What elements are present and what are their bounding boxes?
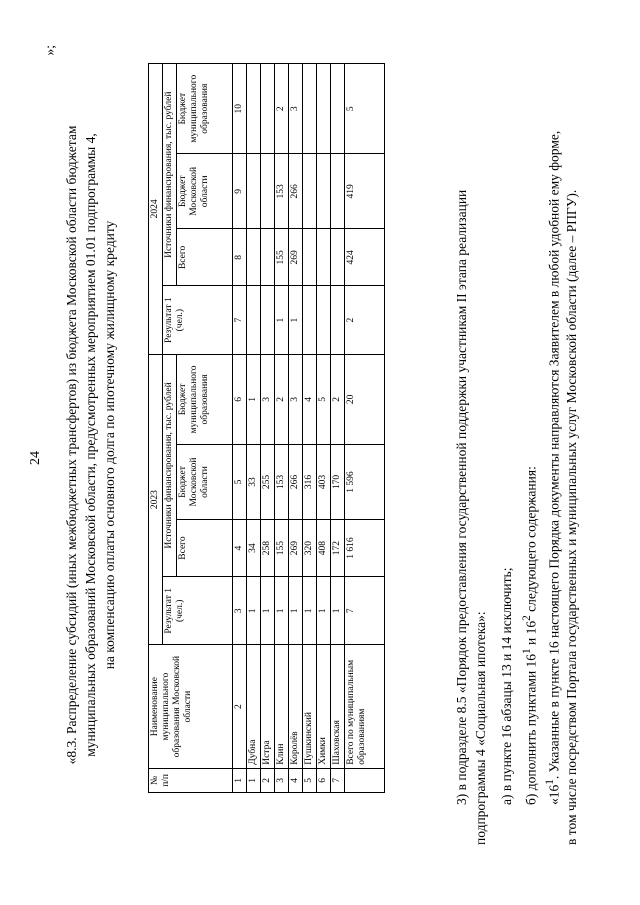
header-mun-budget-2024: Бюджет муниципального образования bbox=[177, 64, 233, 154]
total-2024 bbox=[247, 229, 261, 286]
col-number: 1 bbox=[233, 768, 247, 792]
header-mun-budget-2023: Бюджет муниципального образования bbox=[177, 354, 233, 444]
table-row bbox=[247, 64, 261, 793]
total-label: Всего по муниципальным образованиям bbox=[345, 645, 385, 768]
total-total-2023: 1 616 bbox=[345, 519, 385, 576]
total-2023: 34 bbox=[247, 519, 261, 576]
p16-text: . Указанные в пункте 16 настоящего Порядка документы направляются Заявителем в любой удобной ему форме, bbox=[546, 130, 562, 780]
municipality-name: Шаховская bbox=[331, 645, 345, 768]
row-number: 7 bbox=[331, 768, 345, 792]
superscript: 1 bbox=[521, 648, 533, 654]
municipality-name: Клин bbox=[275, 645, 289, 768]
result-2023: 1 bbox=[331, 577, 345, 645]
column-number-row bbox=[233, 64, 247, 793]
mun-budget-2024 bbox=[247, 64, 261, 154]
total-result-2024: 2 bbox=[345, 286, 385, 354]
total-total-2024: 424 bbox=[345, 229, 385, 286]
superscript: 2 bbox=[521, 615, 533, 621]
col-number: 4 bbox=[233, 519, 247, 576]
p16-text: «16 bbox=[546, 784, 562, 805]
total-2023: 155 bbox=[275, 519, 289, 576]
municipality-name: Истра bbox=[261, 645, 275, 768]
row-number: 4 bbox=[289, 768, 303, 792]
table-row bbox=[331, 64, 345, 793]
total-2023: 320 bbox=[303, 519, 317, 576]
total-mun-budget-2023: 20 bbox=[345, 354, 385, 444]
closing-quote: »; bbox=[42, 45, 57, 56]
item-b bbox=[518, 5, 541, 805]
row-number: 2 bbox=[261, 768, 275, 792]
mun-budget-2023: 3 bbox=[261, 354, 275, 444]
municipality-name: Химки bbox=[317, 645, 331, 768]
title-line: на компенсацию оплаты основного долга по ипотечному жилищному кредиту bbox=[102, 220, 117, 670]
result-2024 bbox=[247, 286, 261, 354]
row-number: 1 bbox=[247, 768, 261, 792]
paragraph-16-1-line-2: в том числе посредством Портала государственных и муниципальных услуг Московской области (далее – РПГУ). bbox=[564, 189, 579, 845]
result-2024: 1 bbox=[275, 286, 289, 354]
paragraph-3-line-1: 3) в подразделе 8.5 «Порядок предоставления государственной поддержки участникам II этапа реализации bbox=[454, 189, 469, 805]
header-municipality: Наименование муниципального образования Московской области bbox=[149, 645, 233, 768]
total-mo-budget-2024: 419 bbox=[345, 154, 385, 229]
municipality-name: Королёв bbox=[289, 645, 303, 768]
result-2024 bbox=[303, 286, 317, 354]
mun-budget-2024 bbox=[303, 64, 317, 154]
col-number: 5 bbox=[233, 445, 247, 520]
table-row bbox=[261, 64, 275, 793]
total-2024: 155 bbox=[275, 229, 289, 286]
table-row bbox=[317, 64, 331, 793]
paragraph-3-line-2: подпрограммы 4 «Социальная ипотека»: bbox=[473, 611, 488, 845]
result-2023: 1 bbox=[247, 577, 261, 645]
mun-budget-2023: 1 bbox=[247, 354, 261, 444]
mo-budget-2024 bbox=[247, 154, 261, 229]
total-2024 bbox=[331, 229, 345, 286]
total-result-2023: 7 bbox=[345, 577, 385, 645]
mo-budget-2023: 255 bbox=[261, 445, 275, 520]
mun-budget-2024 bbox=[261, 64, 275, 154]
item-b-text: б) дополнить пунктами 16 bbox=[523, 653, 539, 805]
result-2023: 1 bbox=[303, 577, 317, 645]
total-mun-budget-2024: 5 bbox=[345, 64, 385, 154]
mun-budget-2024 bbox=[317, 64, 331, 154]
item-b-text: следующего содержания: bbox=[523, 466, 539, 616]
row-number: 6 bbox=[317, 768, 331, 792]
result-2023: 1 bbox=[317, 577, 331, 645]
col-number: 9 bbox=[233, 154, 247, 229]
total-2023: 408 bbox=[317, 519, 331, 576]
municipality-name: Дубна bbox=[247, 645, 261, 768]
mo-budget-2023: 403 bbox=[317, 445, 331, 520]
result-2023: 1 bbox=[289, 577, 303, 645]
total-2024 bbox=[303, 229, 317, 286]
mo-budget-2023: 33 bbox=[247, 445, 261, 520]
row-number: 3 bbox=[275, 768, 289, 792]
mo-budget-2023: 266 bbox=[289, 445, 303, 520]
result-2023: 1 bbox=[261, 577, 275, 645]
table-row bbox=[303, 64, 317, 793]
mo-budget-2024 bbox=[303, 154, 317, 229]
mo-budget-2023: 170 bbox=[331, 445, 345, 520]
result-2024: 1 bbox=[289, 286, 303, 354]
col-number: 7 bbox=[233, 286, 247, 354]
item-a: а) в пункте 16 абзацы 13 и 14 исключить; bbox=[499, 567, 514, 805]
total-mo-budget-2023: 1 596 bbox=[345, 445, 385, 520]
mo-budget-2024 bbox=[261, 154, 275, 229]
col-number: 3 bbox=[233, 577, 247, 645]
header-result-2024: Результат 1 (чел.) bbox=[163, 286, 233, 354]
result-2024 bbox=[331, 286, 345, 354]
header-result-2023: Результат 1 (чел.) bbox=[163, 577, 233, 645]
paragraph-16-1 bbox=[541, 5, 564, 805]
title-line: «8.3. Распределение субсидий (иных межбюджетных трансфертов) из бюджета Московской области бюджетам bbox=[64, 125, 79, 765]
header-total-2023: Всего bbox=[177, 519, 233, 576]
mun-budget-2024: 3 bbox=[289, 64, 303, 154]
header-sources-2023: Источники финансирования, тыс. рублей bbox=[163, 354, 177, 576]
col-number: 2 bbox=[233, 645, 247, 768]
header-mo-budget-2024: Бюджет Московской области bbox=[177, 154, 233, 229]
total-2023: 258 bbox=[261, 519, 275, 576]
total-2024 bbox=[317, 229, 331, 286]
col-number: 10 bbox=[233, 64, 247, 154]
result-2023: 1 bbox=[275, 577, 289, 645]
municipality-name: Пушкинский bbox=[303, 645, 317, 768]
row-number: 5 bbox=[303, 768, 317, 792]
col-number: 6 bbox=[233, 354, 247, 444]
header-year-2024: 2024 bbox=[149, 64, 163, 355]
mo-budget-2024: 153 bbox=[275, 154, 289, 229]
result-2024 bbox=[317, 286, 331, 354]
mun-budget-2023: 5 bbox=[317, 354, 331, 444]
mun-budget-2023: 3 bbox=[289, 354, 303, 444]
mun-budget-2023: 4 bbox=[303, 354, 317, 444]
mun-budget-2023: 2 bbox=[275, 354, 289, 444]
total-2024 bbox=[261, 229, 275, 286]
mo-budget-2023: 153 bbox=[275, 445, 289, 520]
page-number: 24 bbox=[28, 451, 43, 465]
header-mo-budget-2023: Бюджет Московской области bbox=[177, 445, 233, 520]
section-title bbox=[62, 45, 119, 845]
superscript: 1 bbox=[544, 779, 556, 785]
mo-budget-2024 bbox=[317, 154, 331, 229]
total-2024: 269 bbox=[289, 229, 303, 286]
mo-budget-2023: 316 bbox=[303, 445, 317, 520]
subsidy-table bbox=[148, 63, 385, 793]
mun-budget-2023: 2 bbox=[331, 354, 345, 444]
total-row bbox=[345, 64, 385, 793]
header-sources-2024: Источники финансирования, тыс. рублей bbox=[163, 64, 177, 287]
total-2023: 269 bbox=[289, 519, 303, 576]
title-line: муниципальных образований Московской области, предусмотренных мероприятием 01.01 подпрограммы 4, bbox=[83, 133, 98, 757]
mun-budget-2024 bbox=[331, 64, 345, 154]
header-year-2023: 2023 bbox=[149, 354, 163, 645]
mo-budget-2024: 266 bbox=[289, 154, 303, 229]
table-row bbox=[289, 64, 303, 793]
col-number: 8 bbox=[233, 229, 247, 286]
header-total-2024: Всего bbox=[177, 229, 233, 286]
table-row bbox=[275, 64, 289, 793]
mo-budget-2024 bbox=[331, 154, 345, 229]
total-2023: 172 bbox=[331, 519, 345, 576]
header-number: № п/п bbox=[149, 768, 233, 792]
result-2024 bbox=[261, 286, 275, 354]
item-b-text: и 16 bbox=[523, 620, 539, 649]
mun-budget-2024: 2 bbox=[275, 64, 289, 154]
